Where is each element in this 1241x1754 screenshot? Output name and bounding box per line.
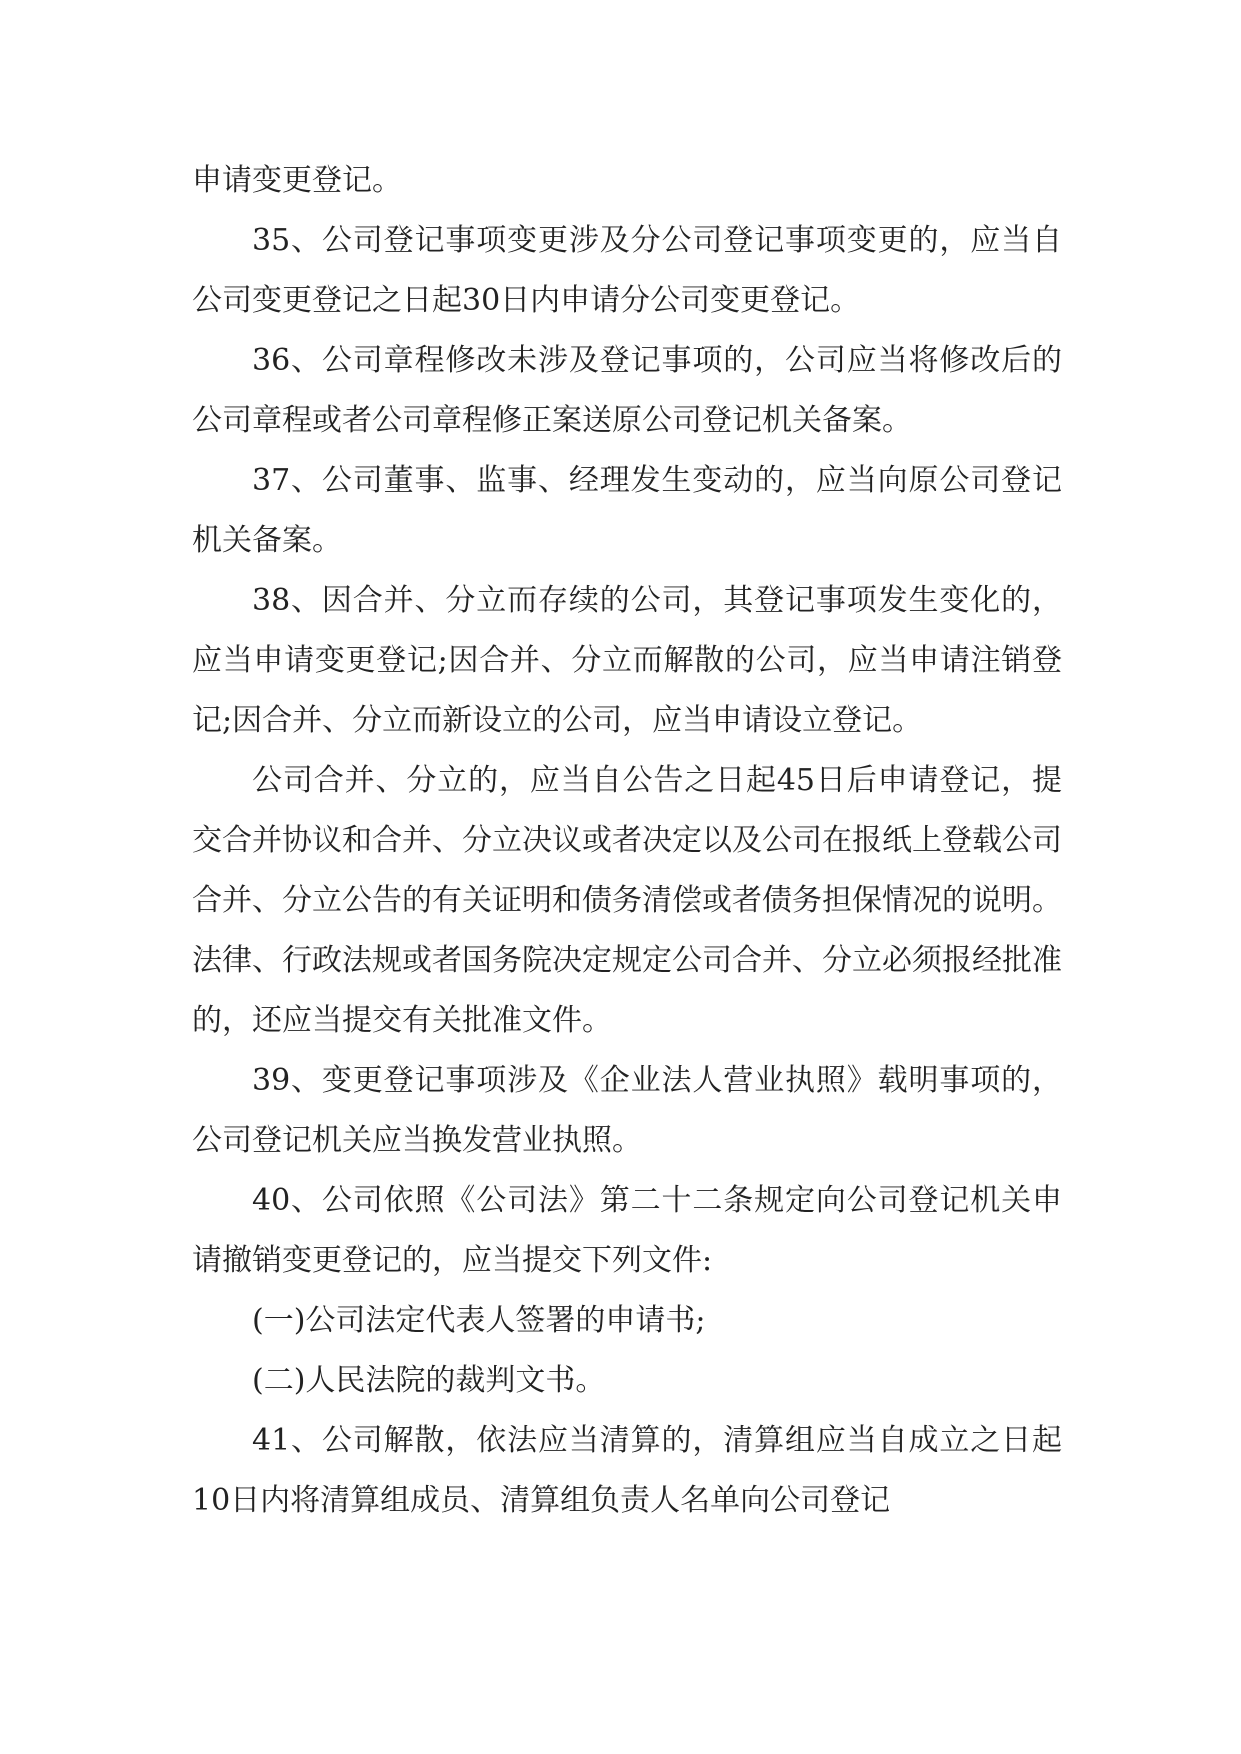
list-item-2: (二)人民法院的裁判文书。 — [252, 1363, 606, 1398]
list-item-1: (一)公司法定代表人签署的申请书; — [252, 1303, 706, 1338]
paragraph-continuation: 申请变更登记。 — [192, 163, 402, 198]
paragraph-article-40: 40、公司依照《公司法》第二十二条规定向公司登记机关申请撤销变更登记的，应当提交下列文件: — [192, 1183, 1062, 1278]
paragraph-article-36: 36、公司章程修改未涉及登记事项的，公司应当将修改后的公司章程或者公司章程修正案送原公司登记机关备案。 — [192, 343, 1062, 438]
paragraph-article-35: 35、公司登记事项变更涉及分公司登记事项变更的，应当自公司变更登记之日起30日内申请分公司变更登记。 — [192, 223, 1062, 318]
paragraph-article-37: 37、公司董事、监事、经理发生变动的，应当向原公司登记机关备案。 — [192, 463, 1062, 558]
paragraph-article-38: 38、因合并、分立而存续的公司，其登记事项发生变化的，应当申请变更登记;因合并、分立而解散的公司，应当申请注销登记;因合并、分立而新设立的公司，应当申请设立登记。 — [192, 583, 1062, 738]
paragraph-article-41: 41、公司解散，依法应当清算的，清算组应当自成立之日起10日内将清算组成员、清算组负责人名单向公司登记 — [192, 1423, 1062, 1518]
paragraph-merger-division: 公司合并、分立的，应当自公告之日起45日后申请登记，提交合并协议和合并、分立决议或者决定以及公司在报纸上登载公司合并、分立公告的有关证明和债务清偿或者债务担保情况的说明。法律、行政法规或者国务院决定规定公司合并、分立必须报经批准的，还应当提交有关批准文件。 — [192, 763, 1062, 1038]
document-page — [192, 151, 1062, 1531]
paragraph-article-39: 39、变更登记事项涉及《企业法人营业执照》载明事项的，公司登记机关应当换发营业执照。 — [192, 1063, 1062, 1158]
